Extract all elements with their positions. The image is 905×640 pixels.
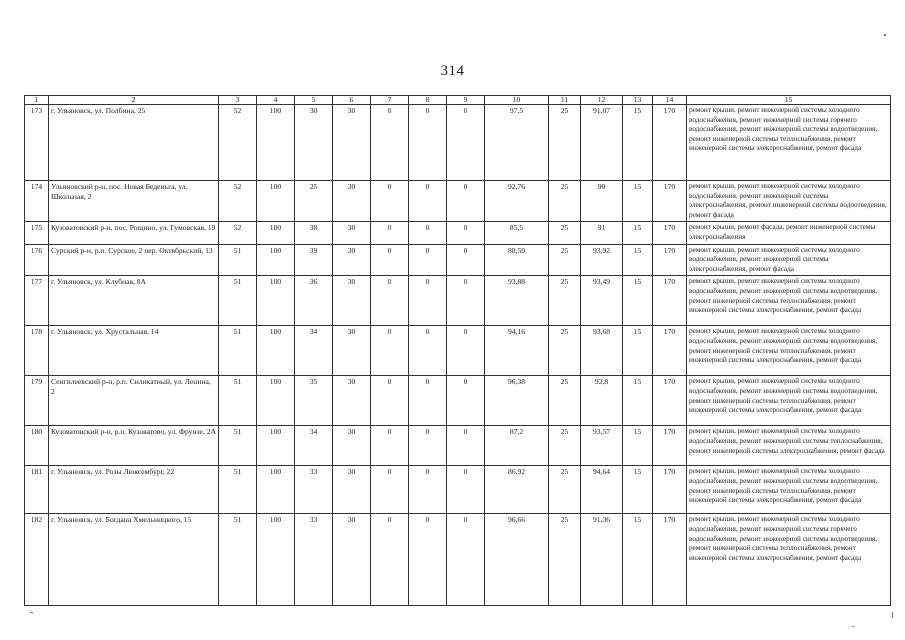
value-cell: 0 (371, 514, 409, 606)
column-header: 6 (333, 96, 371, 105)
value-cell: 0 (409, 514, 447, 606)
value-cell: 0 (409, 466, 447, 514)
value-cell: 88,59 (485, 244, 549, 276)
value-cell: 0 (409, 376, 447, 426)
value-cell: 25 (549, 426, 581, 466)
value-cell: 15 (623, 514, 653, 606)
works-cell: ремонт крыши, ремонт инженерной системы холодного водоснабжения, ремонт инженерной системы водоотведения, ремонт инженерной системы теплоснабжения, ремонт инженерной системы электроснабжения, ремонт фасада (687, 466, 891, 514)
works-cell: ремонт крыши, ремонт инженерной системы холодного водоснабжения, ремонт инженерной системы водоотведения, ремонт инженерной системы теплоснабжения, ремонт инженерной системы электроснабжения, ремонт фасада (687, 276, 891, 326)
value-cell: 97,5 (485, 105, 549, 181)
value-cell: 100 (257, 514, 295, 606)
value-cell: 100 (257, 426, 295, 466)
address-cell: г. Ульяновск, ул. Богдана Хмельницкого, 15 (49, 514, 219, 606)
address-cell: г. Ульяновск, ул. Полбина, 25 (49, 105, 219, 181)
table-row (25, 181, 891, 222)
works-cell: ремонт крыши, ремонт инженерной системы холодного водоснабжения, ремонт инженерной системы водоотведения, ремонт инженерной системы теплоснабжения, ремонт инженерной системы электроснабжения, ремонт фасада (687, 326, 891, 376)
value-cell: 100 (257, 181, 295, 222)
value-cell: 25 (549, 181, 581, 222)
value-cell: 85,5 (485, 222, 549, 244)
row-number-cell: 180 (25, 426, 49, 466)
value-cell: 30 (333, 466, 371, 514)
row-number-cell: 175 (25, 222, 49, 244)
value-cell: 25 (549, 222, 581, 244)
column-header: 5 (295, 96, 333, 105)
value-cell: 100 (257, 276, 295, 326)
column-header: 13 (623, 96, 653, 105)
value-cell: 0 (409, 222, 447, 244)
column-header: 1 (25, 96, 49, 105)
works-cell: ремонт крыши, ремонт инженерной системы холодного водоснабжения, ремонт инженерной системы электроснабжения, ремонт инженерной системы водоотведения, ремонт фасада (687, 181, 891, 222)
value-cell: 15 (623, 376, 653, 426)
address-cell: Ульяновский р-н, пос. Новая Беденьга, ул. Школьная, 2 (49, 181, 219, 222)
value-cell: 0 (409, 426, 447, 466)
value-cell: 96,38 (485, 376, 549, 426)
value-cell: 91,36 (581, 514, 623, 606)
value-cell: 15 (623, 181, 653, 222)
row-number-cell: 181 (25, 466, 49, 514)
column-header: 4 (257, 96, 295, 105)
value-cell: 0 (371, 222, 409, 244)
value-cell: 35 (295, 376, 333, 426)
value-cell: 15 (623, 276, 653, 326)
row-number-cell: 178 (25, 326, 49, 376)
row-number-cell: 177 (25, 276, 49, 326)
value-cell: 30 (333, 514, 371, 606)
value-cell: 25 (549, 466, 581, 514)
scan-speck (884, 34, 886, 36)
value-cell: 0 (371, 276, 409, 326)
value-cell: 0 (447, 181, 485, 222)
column-header: 10 (485, 96, 549, 105)
value-cell: 38 (295, 222, 333, 244)
value-cell: 0 (371, 376, 409, 426)
table-row (25, 222, 891, 244)
column-header: 9 (447, 96, 485, 105)
row-number-cell: 179 (25, 376, 49, 426)
value-cell: 30 (333, 326, 371, 376)
value-cell: 0 (371, 466, 409, 514)
value-cell: 86,92 (485, 466, 549, 514)
value-cell: 170 (653, 181, 687, 222)
value-cell: 0 (409, 105, 447, 181)
value-cell: 51 (219, 326, 257, 376)
table-row (25, 514, 891, 606)
value-cell: 33 (295, 466, 333, 514)
value-cell: 90 (581, 181, 623, 222)
table-body (25, 105, 891, 606)
value-cell: 0 (447, 376, 485, 426)
works-cell: ремонт крыши, ремонт инженерной системы холодного водоснабжения, ремонт инженерной системы горячего водоснабжения, ремонт инженерной системы водоотведения, ремонт инженерной системы теплоснабжения, ремонт инженерной системы электроснабжения, ремонт фасада (687, 514, 891, 606)
value-cell: 0 (371, 326, 409, 376)
works-cell: ремонт крыши, ремонт инженерной системы холодного водоснабжения, ремонт инженерной системы горячего водоснабжения, ремонт инженерной системы водоотведения, ремонт инженерной системы теплоснабжения, ремонт инженерной системы электроснабжения, ремонт фасада (687, 105, 891, 181)
value-cell: 0 (447, 426, 485, 466)
value-cell: 91,07 (581, 105, 623, 181)
value-cell: 25 (549, 105, 581, 181)
value-cell: 25 (549, 326, 581, 376)
value-cell: 170 (653, 244, 687, 276)
value-cell: 30 (295, 105, 333, 181)
value-cell: 30 (333, 105, 371, 181)
value-cell: 34 (295, 426, 333, 466)
address-cell: г. Ульяновск, ул. Клубная, 8А (49, 276, 219, 326)
value-cell: 94,16 (485, 326, 549, 376)
value-cell: 15 (623, 466, 653, 514)
value-cell: 170 (653, 426, 687, 466)
value-cell: 15 (623, 105, 653, 181)
value-cell: 25 (549, 276, 581, 326)
address-cell: г. Ульяновск, ул. Розы Люксембург, 22 (49, 466, 219, 514)
scan-speck (892, 612, 893, 618)
value-cell: 170 (653, 376, 687, 426)
address-cell: г. Ульяновск, ул. Хрустальная, 14 (49, 326, 219, 376)
value-cell: 0 (447, 222, 485, 244)
table-row (25, 466, 891, 514)
value-cell: 92,76 (485, 181, 549, 222)
value-cell: 0 (371, 105, 409, 181)
value-cell: 30 (333, 222, 371, 244)
row-number-cell: 182 (25, 514, 49, 606)
value-cell: 33 (295, 514, 333, 606)
address-cell: Сурский р-н, р.п. Сурское, 2 пер. Октябрьский, 13 (49, 244, 219, 276)
value-cell: 51 (219, 276, 257, 326)
value-cell: 15 (623, 326, 653, 376)
value-cell: 30 (333, 376, 371, 426)
value-cell: 34 (295, 326, 333, 376)
value-cell: 170 (653, 222, 687, 244)
table-row (25, 376, 891, 426)
value-cell: 25 (295, 181, 333, 222)
value-cell: 94,64 (581, 466, 623, 514)
value-cell: 100 (257, 105, 295, 181)
value-cell: 0 (447, 514, 485, 606)
value-cell: 0 (447, 244, 485, 276)
page-number: 314 (440, 63, 465, 79)
value-cell: 92,8 (581, 376, 623, 426)
scan-speck (852, 626, 854, 627)
value-cell: 51 (219, 466, 257, 514)
value-cell: 52 (219, 105, 257, 181)
value-cell: 100 (257, 466, 295, 514)
value-cell: 0 (409, 244, 447, 276)
value-cell: 25 (549, 514, 581, 606)
value-cell: 100 (257, 244, 295, 276)
value-cell: 170 (653, 326, 687, 376)
value-cell: 52 (219, 222, 257, 244)
address-cell: Кузоватовский р-н, р.п. Кузоватово, ул. Фрунзе, 2А (49, 426, 219, 466)
value-cell: 30 (333, 181, 371, 222)
value-cell: 51 (219, 514, 257, 606)
row-number-cell: 176 (25, 244, 49, 276)
value-cell: 0 (447, 326, 485, 376)
column-header: 15 (687, 96, 891, 105)
value-cell: 51 (219, 426, 257, 466)
value-cell: 0 (409, 181, 447, 222)
scan-speck (30, 612, 33, 613)
value-cell: 0 (409, 326, 447, 376)
value-cell: 51 (219, 244, 257, 276)
value-cell: 0 (447, 276, 485, 326)
value-cell: 100 (257, 376, 295, 426)
column-header: 14 (653, 96, 687, 105)
value-cell: 51 (219, 376, 257, 426)
works-cell: ремонт крыши, ремонт фасада, ремонт инженерной системы электроснабжения (687, 222, 891, 244)
works-cell: ремонт крыши, ремонт инженерной системы холодного водоснабжения, ремонт инженерной системы водоотведения, ремонт инженерной системы теплоснабжения, ремонт инженерной системы электроснабжения, ремонт фасада (687, 376, 891, 426)
value-cell: 39 (295, 244, 333, 276)
value-cell: 15 (623, 244, 653, 276)
value-cell: 0 (371, 181, 409, 222)
value-cell: 25 (549, 244, 581, 276)
table-row (25, 326, 891, 376)
works-cell: ремонт крыши, ремонт инженерной системы холодного водоснабжения, ремонт инженерной системы электроснабжения, ремонт фасада (687, 244, 891, 276)
row-number-cell: 173 (25, 105, 49, 181)
repair-register-table (24, 95, 891, 606)
value-cell: 30 (333, 276, 371, 326)
table-row (25, 105, 891, 181)
value-cell: 170 (653, 105, 687, 181)
value-cell: 0 (371, 244, 409, 276)
table-row (25, 426, 891, 466)
value-cell: 96,66 (485, 514, 549, 606)
table-row (25, 276, 891, 326)
value-cell: 0 (371, 426, 409, 466)
value-cell: 91 (581, 222, 623, 244)
value-cell: 0 (447, 105, 485, 181)
column-number-row (25, 96, 891, 105)
table-row (25, 244, 891, 276)
column-header: 7 (371, 96, 409, 105)
value-cell: 15 (623, 426, 653, 466)
value-cell: 30 (333, 426, 371, 466)
value-cell: 170 (653, 514, 687, 606)
column-header: 12 (581, 96, 623, 105)
value-cell: 93,68 (581, 326, 623, 376)
value-cell: 36 (295, 276, 333, 326)
value-cell: 93,92 (581, 244, 623, 276)
value-cell: 93,49 (581, 276, 623, 326)
value-cell: 25 (549, 376, 581, 426)
value-cell: 52 (219, 181, 257, 222)
value-cell: 93,88 (485, 276, 549, 326)
value-cell: 0 (447, 466, 485, 514)
value-cell: 170 (653, 466, 687, 514)
column-header: 3 (219, 96, 257, 105)
value-cell: 100 (257, 326, 295, 376)
value-cell: 30 (333, 244, 371, 276)
value-cell: 15 (623, 222, 653, 244)
row-number-cell: 174 (25, 181, 49, 222)
value-cell: 93,57 (581, 426, 623, 466)
value-cell: 87,2 (485, 426, 549, 466)
column-header: 2 (49, 96, 219, 105)
address-cell: Сенгилеевский р-н, р.п. Силикатный, ул. Ленина, 2 (49, 376, 219, 426)
value-cell: 0 (409, 276, 447, 326)
value-cell: 170 (653, 276, 687, 326)
column-header: 11 (549, 96, 581, 105)
value-cell: 100 (257, 222, 295, 244)
column-header: 8 (409, 96, 447, 105)
works-cell: ремонт крыши, ремонт инженерной системы холодного водоснабжения, ремонт инженерной системы теплоснабжения, ремонт инженерной системы электроснабжения, ремонт фасада (687, 426, 891, 466)
address-cell: Кузоватовский р-н, пос. Рощино, ул. Гумовская, 19 (49, 222, 219, 244)
